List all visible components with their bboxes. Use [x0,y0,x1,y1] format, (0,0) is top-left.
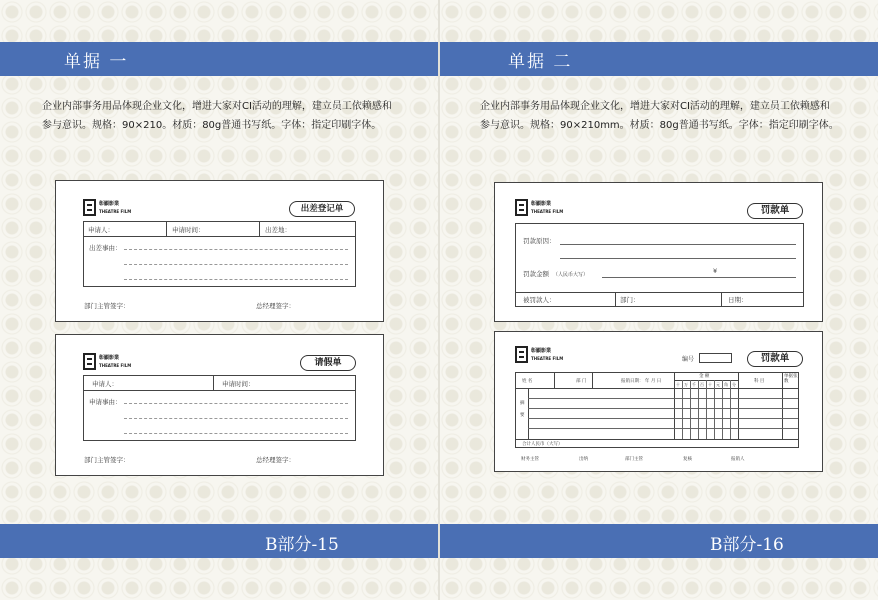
leave-form [55,334,384,476]
leave-title: 请假单 [300,355,356,371]
fine-form [494,182,823,322]
left-header-band [0,42,438,76]
logo-name-en: THEATRE FILM [99,208,132,214]
left-section-title: 单据 一 [64,52,129,72]
reason-field[interactable]: 出差事由： [89,244,122,252]
dept-sign-field[interactable]: 部门主管签字： [84,302,130,310]
left-footer-band [0,524,438,558]
logo-name-cn: 彰顯影業 [99,354,120,361]
amount-column-divider [722,380,723,439]
right-header-band [440,42,878,76]
business-trip-table [83,221,356,287]
amount-column-divider [690,380,691,439]
logo-name-en: THEATRE FILM [531,208,564,214]
company-logo [83,353,131,370]
amount-column-divider [698,380,699,439]
number-label: 编号 [682,356,695,363]
apply-time-field[interactable]: 申请时间： [172,226,205,234]
logo-name-cn: 彰顯影業 [99,200,120,207]
gm-sign-field[interactable]: 总经理签字： [256,302,295,310]
logo-name-cn: 彰顯影業 [531,347,552,354]
col-date: 报销日期： 年 月 日 [621,379,662,384]
applicant-field[interactable]: 申请人： [88,226,114,234]
amount-unit-label: 元 [716,382,720,387]
amount-unit-label: 千 [692,382,696,387]
col-amount: 金 额 [699,374,710,379]
amount-column-divider [682,380,683,439]
fine-title: 罚款单 [747,203,803,219]
amount-unit-label: 十 [676,382,680,387]
left-page [0,0,438,600]
right-section-title: 单据 二 [508,52,573,72]
col-attach: 单据张数 [784,374,798,384]
right-description-line1: 企业内部事务用品体现企业文化，增进大家对CI活动的理解，建立员工依赖感和 [480,101,830,112]
col-dept: 部 门 [576,379,587,384]
row-summary-label: 摘要 [520,401,525,418]
amount-unit-label: 分 [732,382,736,387]
right-page [440,0,878,600]
yen-sign: ¥ [713,267,718,275]
business-trip-title: 出差登记单 [289,201,355,217]
fine-detail-form [494,331,823,472]
amount-column-divider [706,380,707,439]
fine-detail-title: 罚款单 [747,351,803,367]
destination-field[interactable]: 出差地： [265,226,291,234]
signer-label: 部门主管 [625,457,643,462]
applicant-field[interactable]: 申请人： [92,380,118,388]
film-icon [515,346,528,363]
signer-label: 财务主管 [521,457,539,462]
fine-reason-field[interactable]: 罚款原因： [523,237,556,245]
number-input[interactable] [699,353,732,363]
business-trip-form [55,180,384,322]
company-logo [83,199,131,216]
total-label: 合计人民币（大写） [522,442,563,447]
dept-field[interactable]: 部门： [620,296,640,304]
logo-name-cn: 彰顯影業 [531,200,552,207]
logo-name-en: THEATRE FILM [99,362,132,368]
left-page-number: B部分-15 [265,535,339,555]
film-icon [83,353,96,370]
signer-label: 复核 [683,457,692,462]
company-logo [515,346,563,363]
reason-field[interactable]: 申请事由： [89,398,122,406]
right-description-line2: 参与意识。规格：90×210mm。材质：80g普通书写纸。字体：指定印刷字体。 [480,120,839,131]
amount-column-divider [730,380,731,439]
dept-sign-field[interactable]: 部门主管签字： [84,456,130,464]
left-description [42,97,392,135]
logo-name-en: THEATRE FILM [531,355,564,361]
date-field[interactable]: 日期： [728,296,748,304]
signer-label: 报销人 [731,457,745,462]
film-icon [83,199,96,216]
leave-table [83,375,356,441]
fine-amount-note: （人民币大写） [553,272,589,278]
apply-time-field[interactable]: 申请时间： [222,380,255,388]
right-page-number: B部分-16 [710,535,784,555]
amount-unit-label: 万 [684,382,688,387]
amount-unit-label: 十 [708,382,712,387]
film-icon [515,199,528,216]
left-description-line1: 企业内部事务用品体现企业文化，增进大家对CI活动的理解，建立员工依赖感和 [42,101,392,112]
fined-person-field[interactable]: 被罚款人： [523,296,556,304]
amount-unit-label: 角 [724,382,728,387]
right-footer-band [440,524,878,558]
company-logo [515,199,563,216]
fine-detail-table [515,372,799,448]
amount-unit-label: 百 [700,382,704,387]
col-subject: 科 目 [754,379,765,384]
fine-table [515,223,804,307]
gm-sign-field[interactable]: 总经理签字： [256,456,295,464]
fine-amount-field[interactable]: 罚款金额 [523,270,549,278]
left-description-line2: 参与意识。规格：90×210。材质：80g普通书写纸。字体：指定印刷字体。 [42,120,382,131]
col-name: 姓 名 [522,379,533,384]
right-description [480,97,839,135]
signer-label: 出纳 [579,457,588,462]
amount-column-divider [714,380,715,439]
